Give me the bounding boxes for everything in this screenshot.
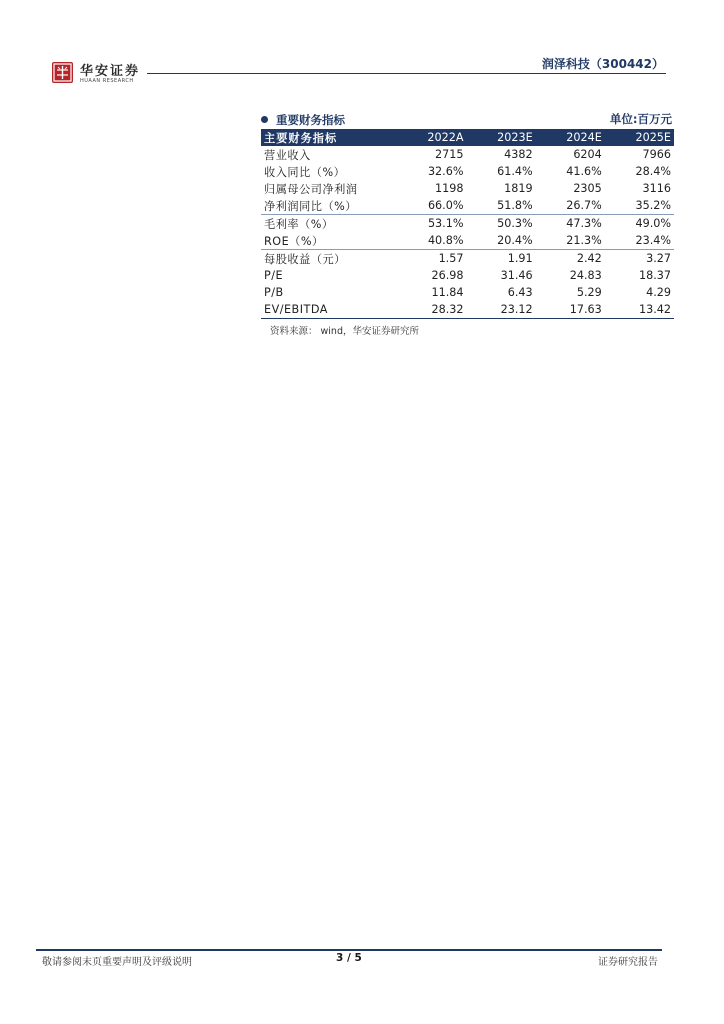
table-cell: 66.0%	[397, 197, 466, 215]
column-header: 2023E	[466, 129, 535, 146]
row-label: 收入同比（%）	[264, 165, 346, 179]
column-header: 2025E	[605, 129, 674, 146]
row-label: EV/EBITDA	[261, 301, 397, 319]
row-label: 归属母公司净利润	[264, 182, 358, 196]
table-row	[261, 215, 674, 233]
table-header-row	[261, 129, 674, 146]
table-cell: 51.8%	[466, 197, 535, 215]
footer-divider	[36, 949, 662, 951]
column-header: 2022A	[397, 129, 466, 146]
row-label: 净利润同比（%）	[261, 197, 397, 215]
table-cell: 47.3%	[566, 217, 602, 230]
unit-label: 单位:百万元	[609, 112, 672, 126]
table-cell: 6.43	[507, 286, 533, 299]
table-cell: 24.83	[569, 269, 602, 282]
table-cell: 35.2%	[605, 197, 674, 215]
column-header: 2024E	[536, 129, 605, 146]
report-title: 润泽科技（300442）	[541, 57, 664, 71]
table-cell: 49.0%	[635, 217, 671, 230]
table-row	[261, 180, 674, 197]
table-row	[261, 267, 674, 284]
table-cell: 50.3%	[497, 217, 533, 230]
table-row	[261, 197, 674, 215]
bullet-icon	[261, 116, 268, 123]
table-cell: 1819	[504, 182, 533, 195]
table-cell: 2.42	[576, 252, 602, 265]
table-cell: 3.27	[646, 252, 671, 265]
table-cell: 61.4%	[497, 165, 533, 178]
table-cell: 4382	[504, 148, 533, 161]
column-header: 主要财务指标	[261, 129, 397, 146]
table-cell: 26.7%	[536, 197, 605, 215]
table-cell: 21.3%	[536, 232, 605, 250]
table-cell: 11.84	[431, 286, 464, 299]
table-cell: 2715	[435, 148, 464, 161]
table-cell: 7966	[642, 148, 671, 161]
table-cell: 3116	[642, 182, 671, 195]
table-cell: 1.57	[438, 252, 464, 265]
table-cell: 1.91	[507, 252, 533, 265]
table-cell: 26.98	[431, 269, 464, 282]
section-title: 重要财务指标	[276, 113, 345, 127]
table-cell: 40.8%	[397, 232, 466, 250]
table-row	[261, 163, 674, 180]
row-label: ROE（%）	[261, 232, 397, 250]
table-row	[261, 284, 674, 301]
table-cell: 32.6%	[427, 165, 464, 178]
logo-subtitle: HUAAN RESEARCH	[80, 78, 134, 84]
table-cell: 13.42	[605, 301, 674, 319]
table-cell: 20.4%	[466, 232, 535, 250]
table-cell: 23.4%	[605, 232, 674, 250]
row-label: P/E	[264, 269, 284, 282]
row-label: 营业收入	[264, 148, 311, 162]
footer-doc-type: 证券研究报告	[598, 957, 658, 968]
header-divider	[147, 73, 666, 74]
table-cell: 18.37	[638, 269, 671, 282]
table-row	[261, 250, 674, 268]
table-cell: 41.6%	[566, 165, 602, 178]
table-cell: 28.4%	[635, 165, 671, 178]
source-note: 资料来源： wind，华安证券研究所	[270, 326, 419, 337]
page-number: 3 / 5	[336, 952, 362, 964]
financial-indicators-table	[261, 129, 674, 319]
row-label: P/B	[264, 286, 284, 299]
logo-mark	[52, 62, 73, 83]
table-cell: 53.1%	[427, 217, 464, 230]
table-cell: 28.32	[397, 301, 466, 319]
table-cell: 5.29	[576, 286, 602, 299]
table-cell: 6204	[573, 148, 602, 161]
table-cell: 2305	[573, 182, 602, 195]
table-cell: 31.46	[500, 269, 533, 282]
section-heading	[261, 111, 674, 129]
logo-name: 华安证券	[80, 64, 141, 79]
table-cell: 1198	[435, 182, 464, 195]
table-cell: 4.29	[646, 286, 671, 299]
table-cell: 23.12	[466, 301, 535, 319]
row-label: 毛利率（%）	[264, 217, 334, 231]
table-row	[261, 146, 674, 163]
table-row	[261, 232, 674, 250]
footer-disclaimer: 敬请参阅末页重要声明及评级说明	[42, 957, 192, 968]
table-row	[261, 301, 674, 319]
table-cell: 17.63	[536, 301, 605, 319]
row-label: 每股收益（元）	[264, 252, 346, 266]
